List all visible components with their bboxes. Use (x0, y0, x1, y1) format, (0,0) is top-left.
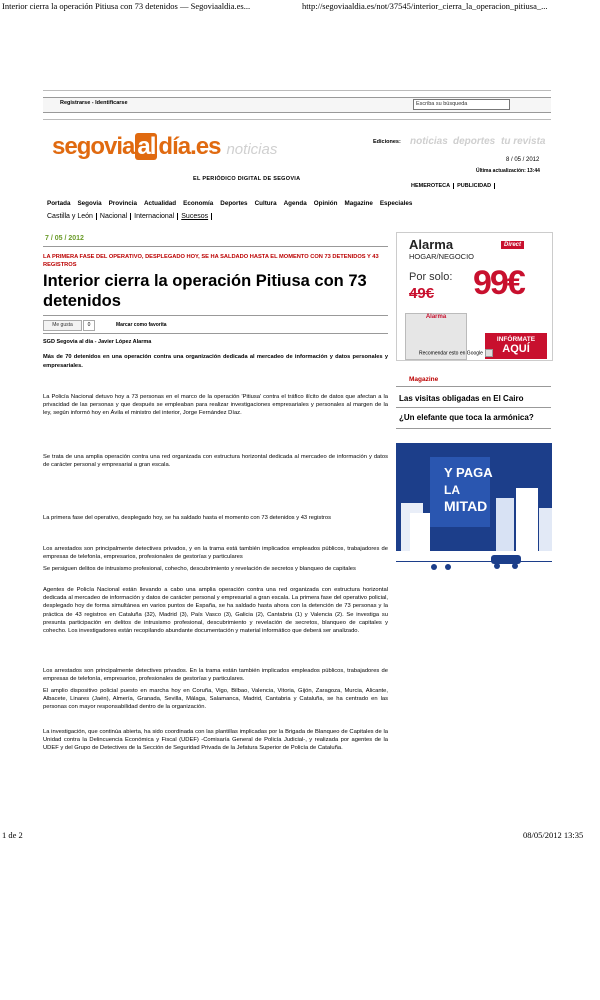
nav-item-agenda[interactable]: Agenda (283, 200, 307, 207)
logo-al: al (137, 133, 156, 160)
subnav-item-sucesos[interactable]: Sucesos (178, 213, 212, 220)
divider (396, 386, 551, 387)
logo-section: noticias (226, 141, 278, 158)
divider (43, 315, 388, 316)
publicidad-link[interactable]: PUBLICIDAD (454, 183, 495, 189)
header-links (411, 183, 495, 189)
logo-es: .es (190, 133, 221, 160)
print-page-url: http://segoviaaldia.es/not/37545/interior_cierra_la_operacion_pitiusa_... (302, 1, 548, 11)
nav-item-segovia[interactable]: Segovia (77, 200, 102, 207)
nav-item-magazine[interactable]: Magazine (344, 200, 373, 207)
header-date: 8 / 05 / 2012 (506, 157, 540, 163)
logo-segovia: segovia (52, 133, 135, 160)
ad-box-label: Alarma (425, 314, 447, 320)
article-byline: SGD Segovia al día - Javier López Alarma (43, 339, 152, 345)
subnav-item-nacional[interactable]: Nacional (97, 213, 131, 220)
article-paragraph: La Policía Nacional detuvo hoy a 73 personas en el marco de la operación 'Pitiusa' contra el tráfico ilícito de datos que afectan a la privacidad de las personas y que después se empleaban para realizar investigaciones empresariales y personales al margen de la ley, según informó hoy en Ávila el ministro del interior, Jorge Fernández Díaz. (43, 394, 388, 417)
nav-item-provincia[interactable]: Provincia (108, 200, 137, 207)
print-datetime: 08/05/2012 13:35 (523, 830, 584, 840)
ad-cta-button[interactable] (485, 333, 547, 359)
sub-nav (47, 213, 212, 220)
article-paragraph: Los arrestados son principalmente detectives privados. En la trama están también implicados empleados públicos, trabajadores de empresas de telefonía, empresarios, profesionales de gestorías y particulares. (43, 668, 388, 683)
favorite-link[interactable]: Marcar como favorita (116, 322, 167, 328)
nav-item-economia[interactable]: Economía (183, 200, 214, 207)
nav-item-cultura[interactable]: Cultura (254, 200, 277, 207)
subnav-item-internacional[interactable]: Internacional (131, 213, 178, 220)
register-login-link[interactable]: Registrarse - Identificarse (60, 100, 128, 106)
article-kicker: LA PRIMERA FASE DEL OPERATIVO, DESPLEGADO HOY, SE HA SALDADO HASTA EL MOMENTO CON 73 DETENIDOS Y 43 REGISTROS (43, 254, 379, 268)
article-paragraph: Se trata de una amplia operación contra una red organizada con estructura horizontal dedicada al mercadeo de información y datos de carácter personal y empresarial a gran escala. (43, 454, 388, 469)
article-paragraph: La primera fase del operativo, desplegado hoy, se ha saldado hasta el momento con 73 detenidos y 43 registros (43, 515, 331, 521)
ad-cta-line1: INFÓRMATE (496, 336, 536, 343)
article-lead: Más de 70 detenidos en una operación contra una organización dedicada al mercadeo de información y datos personales y empresariales. (43, 354, 388, 369)
nav-item-especiales[interactable]: Especiales (379, 200, 413, 207)
alarm-ad-banner[interactable] (396, 232, 553, 361)
print-page-number: 1 de 2 (2, 830, 23, 840)
top-bar (43, 90, 551, 120)
ad-por-solo: Por solo: (409, 271, 453, 283)
ad-brand: Alarma (409, 237, 454, 252)
nav-item-actualidad[interactable]: Actualidad (143, 200, 177, 207)
article-paragraph: Se persiguen delitos de intrusismo profesional, cohecho, descubrimiento y revelación de secretos y blanqueo de capitales (43, 566, 356, 572)
print-page-title: Interior cierra la operación Pitiusa con 73 detenidos — Segoviaaldia.es... (2, 1, 251, 11)
like-count: 0 (83, 320, 95, 331)
article-date: 7 / 05 / 2012 (45, 235, 84, 242)
divider (396, 428, 551, 429)
ad-old-price: 49€ (409, 285, 435, 302)
top-bar-inner (43, 97, 551, 113)
nav-item-opinion[interactable]: Opinión (313, 200, 338, 207)
hemeroteca-link[interactable]: HEMEROTECA (411, 183, 454, 189)
sidebar-link[interactable]: Las visitas obligadas en El Cairo (399, 394, 524, 403)
site-tagline: EL PERIÓDICO DIGITAL DE SEGOVIA (193, 176, 301, 182)
last-update: Última actualización: 13:44 (476, 168, 540, 174)
search-input[interactable]: Escriba su búsqueda (413, 99, 510, 110)
sidebar-section-title: Magazine (409, 376, 439, 383)
logo-dia: día (158, 133, 191, 160)
divider (396, 407, 551, 408)
print-header (0, 0, 600, 14)
edition-link-noticias[interactable]: noticias (410, 136, 448, 147)
nav-item-deportes[interactable]: Deportes (220, 200, 248, 207)
sidebar-link[interactable]: ¿Un elefante que toca la armónica? (399, 413, 534, 422)
nav-item-portada[interactable]: Portada (47, 200, 71, 207)
google-plus-icon (485, 349, 493, 357)
recommend-text: Recomendar esto en Google (419, 350, 483, 357)
article-paragraph: El amplio dispositivo policial puesto en marcha hoy en Coruña, Vigo, Bilbao, Valencia, Vitoria, Gijón, Zaragoza, Murcia, Alicante, Albacete, Linares (Jaén), Almería, Granada, Sevilla, Málaga, Salamanca, Madrid, Cantabria y Cataluña, se ha centrado en las personas con mayor responsabilidad dentro de la organización. (43, 688, 388, 711)
ad-price: 99€ (473, 264, 524, 302)
edition-link-deportes[interactable]: deportes (453, 136, 496, 147)
paga-mitad-ad-banner[interactable] (396, 443, 552, 574)
ad-direct-logo: Direct (501, 241, 524, 249)
ad2-line3: MITAD (444, 498, 488, 514)
ad2-line2: LA (444, 483, 460, 497)
ad-subtitle: HOGAR/NEGOCIO (409, 252, 475, 261)
article-paragraph: Agentes de Policía Nacional están llevando a cabo una amplia operación contra una red organizada con estructura horizontal dedicada al mercadeo de información y datos de carácter personal y empresarial a gran escala. La primera fase del operativo policial, desplegado hoy de forma simultánea en varios puntos de España, se ha saldado hasta ahora con la detención de 73 personas y la práctica de 43 registros en Cataluña (32), Madrid (3), País Vasco (3), Galicia (2), Cantabria (1) y Valencia (2). Se investiga su presunta participación en delitos de intrusismo profesional, descubrimiento y revelación de secretos, blanqueo de capitales y cohecho. Los investigadores están recopilando abundante documentación y material informático que deberá ser analizado. (43, 587, 388, 635)
ad-cta-line2: AQUÍ (502, 343, 530, 355)
subnav-item-castilla[interactable]: Castilla y León (47, 213, 97, 220)
article-headline: Interior cierra la operación Pitiusa con 73 detenidos (43, 272, 367, 310)
article-paragraph: La investigación, que continúa abierta, ha sido coordinada con las plantillas implicadas por la Brigada de Blanqueo de Capitales de la Unidad contra la Delincuencia Económica y Fiscal (UDEF) -Comisaría General de Policía Judicial-, y realizada por agentes de la UDEF y del Grupo de Detectives de la Sección de Seguridad Privada de la Jefatura Superior de Policía de Cataluña. (43, 729, 388, 752)
divider (43, 246, 388, 247)
article-paragraph: Los arrestados son principalmente detectives privados, y en la trama está también implicados empleados públicos, trabajadores de empresas de telefonía, empresarios, profesionales de gestorías y particulares (43, 546, 388, 561)
edition-link-revista[interactable]: tu revista (501, 136, 546, 147)
ad2-line1: Y PAGA (444, 465, 493, 480)
like-button[interactable]: Me gusta (43, 320, 82, 331)
main-nav (47, 200, 419, 207)
divider (43, 333, 388, 334)
google-recommend[interactable] (419, 349, 493, 357)
editions-label: Ediciones: (373, 139, 401, 145)
site-logo[interactable] (52, 133, 277, 161)
